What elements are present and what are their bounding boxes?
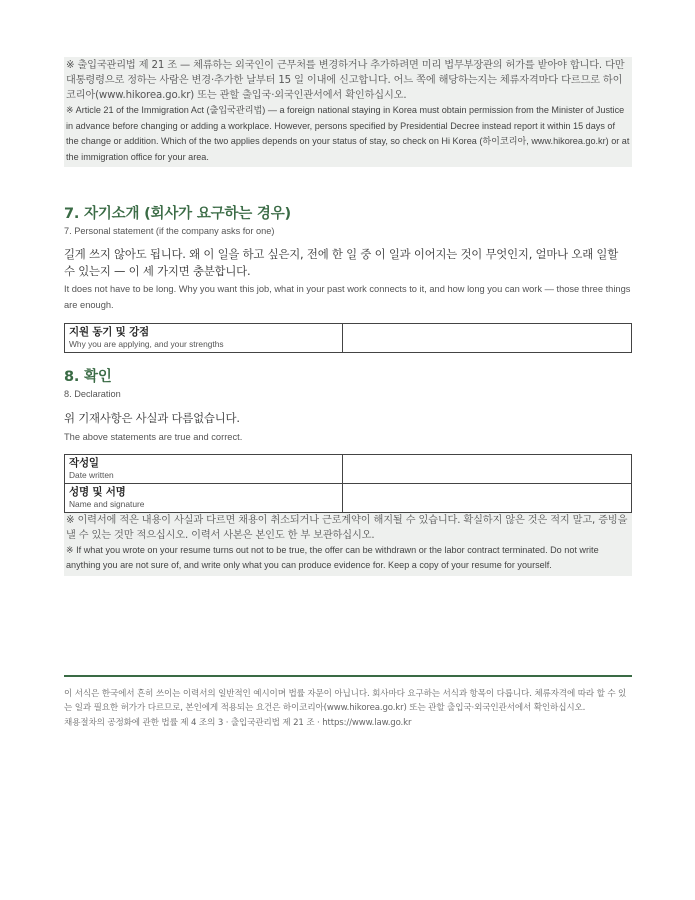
declaration-statement-english: The above statements are true and correct. xyxy=(64,431,243,442)
footer-legal-references: 채용절차의 공정화에 관한 법률 제 4 조의 3 · 출입국관리법 제 21 조 · https://www.law.go.kr xyxy=(64,718,412,728)
immigration-act-note xyxy=(64,57,632,167)
motivation-label-english: Why you are applying, and your strengths xyxy=(69,339,224,349)
resume-note-english: ※ If what you wrote on your resume turns out not to be true, the offer can be withdrawn or the labor contract terminated. Do not write anything you are not sure of, and write only what you can produce evidence for. Keep a copy of your resume for yourself. xyxy=(66,544,599,570)
section-7-subtitle: 7. Personal statement (if the company asks for one) xyxy=(64,226,275,236)
name-signature-label-korean: 성명 및 서명 xyxy=(69,485,126,498)
name-signature-label-english: Name and signature xyxy=(69,498,145,509)
date-written-label-korean: 작성일 xyxy=(69,456,99,469)
name-signature-label-cell xyxy=(65,483,343,512)
date-written-input-cell[interactable] xyxy=(343,454,632,483)
table-row xyxy=(65,324,632,353)
footer-disclaimer: 이 서식은 한국에서 흔히 쓰이는 이력서의 일반적인 예시이며 법률 자문이 아닙니다. 회사마다 요구하는 서식과 항목이 다릅니다. 체류자격에 따라 할 수 있는 일과 필요한 허가가 다르므로, 본인에게 적용되는 요건은 하이코리아(www.hikorea.go.kr) 또는 관할 출입국·외국인관서에서 확인하십시오. xyxy=(64,689,627,713)
section-8-subtitle: 8. Declaration xyxy=(64,389,121,399)
section-personal-statement xyxy=(64,204,632,353)
immigration-note-korean: ※ 출입국관리법 제 21 조 — 체류하는 외국인이 근무처를 변경하거나 추가하려면 미리 법무부장관의 허가를 받아야 합니다. 다만 대통령령으로 정하는 사람은 변경·추가한 날부터 15 일 이내에 신고합니다. 어느 쪽에 해당하는지는 체류자격마다 다르므로 하이코리아(www.hikorea.go.kr) 또는 관할 출입국·외국인관서에서 확인하십시오. xyxy=(66,60,625,101)
section-8-title: 8. 확인 xyxy=(64,369,112,385)
page-footer xyxy=(64,688,632,731)
resume-note-korean: ※ 이력서에 적은 내용이 사실과 다르면 채용이 취소되거나 근로계약이 해지될 수 있습니다. 확실하지 않은 것은 적지 말고, 증빙을 낼 수 있는 것만 적으십시오. 이력서 사본은 본인도 한 부 보관하십시오. xyxy=(66,514,628,541)
section-declaration xyxy=(64,367,632,576)
section-7-title: 7. 자기소개 (회사가 요구하는 경우) xyxy=(64,206,291,222)
motivation-input-cell[interactable] xyxy=(343,324,632,353)
motivation-label-cell xyxy=(65,324,343,353)
declaration-table xyxy=(64,454,632,513)
table-row xyxy=(65,483,632,512)
table-row xyxy=(65,454,632,483)
name-signature-input-cell[interactable] xyxy=(343,483,632,512)
date-written-label-english: Date written xyxy=(69,469,114,480)
motivation-label-korean: 지원 동기 및 강점 xyxy=(69,326,149,338)
personal-statement-table xyxy=(64,323,632,353)
section-7-instruction-korean: 길게 쓰지 않아도 됩니다. 왜 이 일을 하고 싶은지, 전에 한 일 중 이 일과 이어지는 것이 무엇인지, 얼마나 오래 일할 수 있는지 — 이 세 가지면 충분합니다. xyxy=(64,247,619,278)
date-written-label-cell xyxy=(65,454,343,483)
declaration-statement-korean: 위 기재사항은 사실과 다름없습니다. xyxy=(64,411,240,425)
resume-accuracy-note xyxy=(64,513,632,576)
footer-divider xyxy=(64,675,632,677)
section-7-instruction-english: It does not have to be long. Why you want this job, what in your past work connects to it, and how long you can work — those three things are enough. xyxy=(64,284,631,310)
immigration-note-english: ※ Article 21 of the Immigration Act (출입국관리법) — a foreign national staying in Korea must obtain permission from the Minister of Justice in advance before changing or adding a workplace. However, persons specified by Presidential Decree instead report it within 15 days of the change or addition. Which of the two applies depends on your status of stay, so check on Hi Korea (하이코리아, www.hikorea.go.kr) or at the immigration office for your area. xyxy=(66,105,630,162)
